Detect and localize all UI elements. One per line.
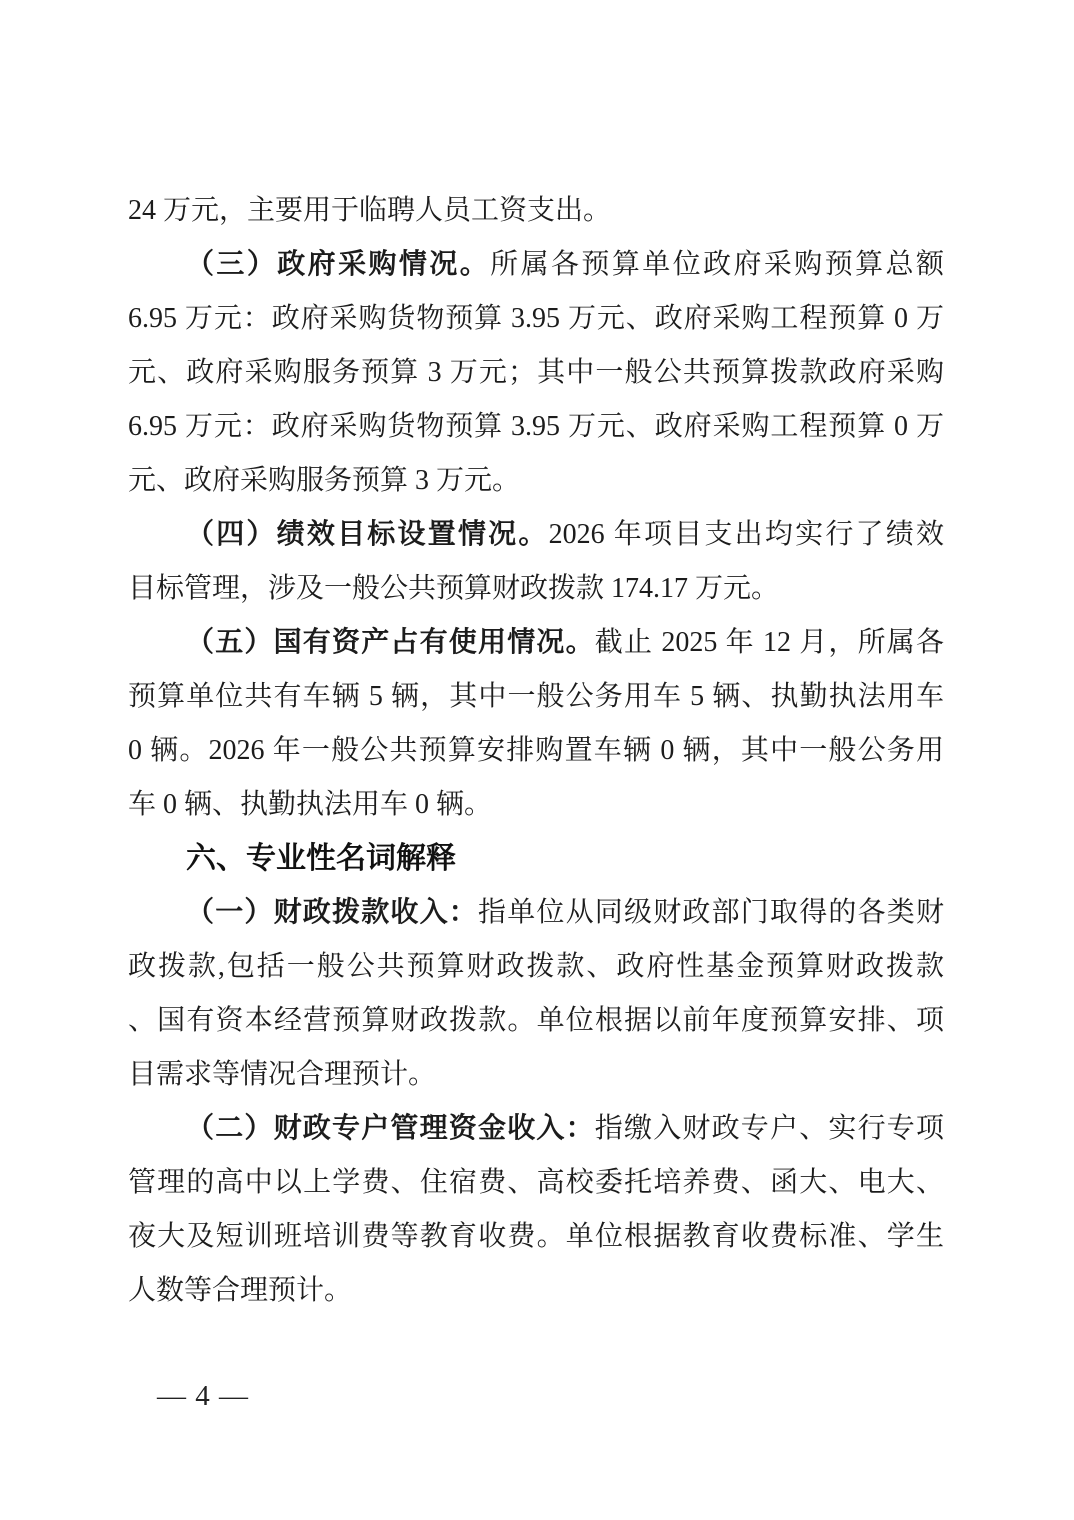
line-text: 、国有资本经营预算财政拨款。单位根据以前年度预算安排、项 (128, 1005, 944, 1036)
line-text: 预算单位共有车辆 5 辆，其中一般公务用车 5 辆、执勤执法用车 (128, 681, 944, 712)
text-line (128, 994, 944, 1048)
section-state-owned-assets (128, 616, 944, 832)
subsection-heading-5: （五）国有资产占有使用情况。 (186, 627, 595, 658)
text-line (128, 1156, 944, 1210)
text-line (128, 292, 944, 346)
line-text: 夜大及短训班培训费等教育收费。单位根据教育收费标准、学生 (128, 1221, 944, 1252)
text-line (128, 1102, 944, 1156)
page-number: — 4 — (157, 1380, 249, 1412)
text-line (128, 400, 944, 454)
line-text: 所属各预算单位政府采购预算总额 (490, 249, 944, 280)
text-line (128, 454, 944, 508)
line-text: 指缴入财政专户、实行专项 (594, 1113, 944, 1144)
line-text: 2026 年项目支出均实行了绩效 (548, 519, 944, 550)
line-text: 政拨款,包括一般公共预算财政拨款、政府性基金预算财政拨款 (128, 951, 944, 982)
section-terminology (128, 832, 944, 886)
text-line (128, 724, 944, 778)
text-line (128, 1264, 944, 1318)
section-government-procurement (128, 238, 944, 508)
text-line (128, 346, 944, 400)
line-text: 指单位从同级财政部门取得的各类财 (478, 897, 944, 928)
section-performance-targets (128, 508, 944, 616)
text-line (128, 562, 944, 616)
line-text: 0 辆。2026 年一般公共预算安排购置车辆 0 辆，其中一般公务用 (128, 735, 944, 766)
line-text: 人数等合理预计。 (128, 1275, 353, 1306)
subsection-heading-3: （三）政府采购情况。 (186, 249, 491, 280)
line-text: 元、政府采购服务预算 3 万元。 (128, 465, 521, 496)
text-line (128, 940, 944, 994)
text-line (128, 670, 944, 724)
line-text: 6.95 万元：政府采购货物预算 3.95 万元、政府采购工程预算 0 万 (128, 411, 944, 442)
line-text: 元、政府采购服务预算 3 万元；其中一般公共预算拨款政府采购 (128, 357, 944, 388)
term-fiscal-appropriation-income (128, 886, 944, 1102)
subsection-heading-4: （四）绩效目标设置情况。 (186, 519, 549, 550)
paragraph-continuation (128, 184, 944, 238)
text-line (128, 1210, 944, 1264)
text-line (128, 184, 944, 238)
text-line (128, 778, 944, 832)
term-special-account-funds-income (128, 1102, 944, 1318)
line-text: 目需求等情况合理预计。 (128, 1059, 437, 1090)
text-line (128, 616, 944, 670)
line-text: 六、专业性名词解释 (186, 842, 456, 875)
line-text: 管理的高中以上学费、住宿费、高校委托培养费、函大、电大、 (128, 1167, 944, 1198)
section-6-heading (128, 832, 944, 886)
document-text-area (128, 184, 944, 1318)
text-line (128, 1048, 944, 1102)
line-text: 车 0 辆、执勤执法用车 0 辆。 (128, 789, 493, 820)
text-line (128, 238, 944, 292)
term-heading-2: （二）财政专户管理资金收入： (186, 1113, 595, 1144)
term-heading-1: （一）财政拨款收入： (186, 897, 478, 928)
line-text: 截止 2025 年 12 月，所属各 (594, 627, 944, 658)
text-line (128, 886, 944, 940)
line-text: 目标管理，涉及一般公共预算财政拨款 174.17 万元。 (128, 573, 780, 604)
line-text: 6.95 万元：政府采购货物预算 3.95 万元、政府采购工程预算 0 万 (128, 303, 944, 334)
text-line (128, 508, 944, 562)
line-text: 24 万元，主要用于临聘人员工资支出。 (128, 195, 612, 226)
